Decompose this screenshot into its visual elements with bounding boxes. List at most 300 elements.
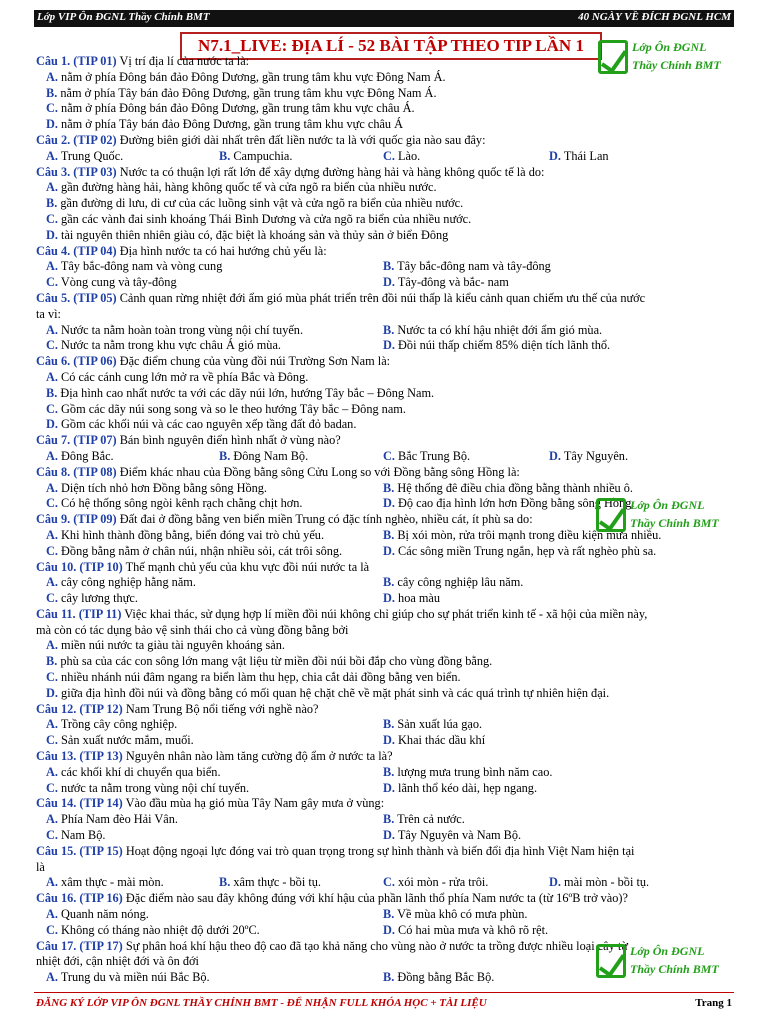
question-number: Câu 6. (TIP 06) <box>36 354 117 369</box>
answer-option <box>383 875 488 891</box>
option-text: Nam Bộ. <box>57 828 106 843</box>
option-letter: A. <box>46 812 58 827</box>
option-text: xói mòn - rửa trôi. <box>394 875 489 890</box>
logo-mark-icon <box>596 944 626 978</box>
question-text: Thế mạnh chủ yếu của khu vực đồi núi nước ta là <box>122 559 370 574</box>
answer-option <box>46 323 303 339</box>
option-text: tài nguyên thiên nhiên giàu có, đặc biệt là khoáng sản và thủy sản ở biển Đông <box>57 227 449 242</box>
answer-option <box>46 907 149 923</box>
question-text: Nam Trung Bộ nổi tiếng với nghề nào? <box>122 701 319 716</box>
header-left: Lớp VIP Ôn ĐGNL Thầy Chính BMT <box>37 11 210 23</box>
question-text: Đặc điểm chung của vùng đồi núi Trường Sơn Nam là: <box>116 354 391 369</box>
answer-option <box>46 575 196 591</box>
option-text: phù sa của các con sông lớn mang vật liệu từ miền đồi núi bồi đắp cho vùng đồng bằng. <box>57 654 493 669</box>
option-letter: D. <box>383 828 395 843</box>
answer-option <box>383 575 523 591</box>
option-letter: C. <box>46 780 58 795</box>
answer-row <box>36 338 736 354</box>
answer-option <box>383 338 610 354</box>
answer-option <box>46 591 138 607</box>
answer-option <box>46 765 221 781</box>
question-number: Câu 11. (TIP 11) <box>36 606 122 621</box>
answer-option <box>46 275 177 291</box>
option-letter: C. <box>46 101 58 116</box>
option-letter: D. <box>383 543 395 558</box>
answer-option <box>46 370 308 386</box>
question-number: Câu 12. (TIP 12) <box>36 701 123 716</box>
option-text: cây lương thực. <box>57 591 138 606</box>
answer-row <box>36 670 736 686</box>
question-text: là <box>36 859 45 874</box>
answer-row <box>36 717 736 733</box>
option-text: Lào. <box>394 148 421 163</box>
option-text: Tây-đông và bắc- nam <box>394 275 509 290</box>
option-letter: B. <box>383 322 395 337</box>
answer-option <box>383 481 633 497</box>
answer-option <box>46 496 303 512</box>
option-letter: A. <box>46 448 58 463</box>
option-text: Khai thác dầu khí <box>394 733 486 748</box>
option-text: Đông Nam Bộ. <box>230 448 309 463</box>
option-text: Có các cánh cung lớn mở ra về phía Bắc và Đông. <box>57 369 309 384</box>
option-letter: B. <box>219 875 231 890</box>
answer-row <box>36 117 736 133</box>
option-letter: C. <box>46 275 58 290</box>
option-letter: D. <box>46 117 58 132</box>
option-text: Có hai mùa mưa và khô rõ rệt. <box>394 922 549 937</box>
question-text: Đường biên giới dài nhất trên đất liền nước ta là với quốc gia nào sau đây: <box>116 132 486 147</box>
option-text: gần đường hàng hải, hàng không quốc tế và cửa ngõ ra biển của nhiều nước. <box>57 180 437 195</box>
answer-row <box>36 323 736 339</box>
option-letter: A. <box>46 259 58 274</box>
option-text: nằm ở phía Đông bán đảo Đông Dương, gần trung tâm khu vực Đông Nam Á. <box>57 69 446 84</box>
option-letter: B. <box>383 480 395 495</box>
option-letter: D. <box>549 875 561 890</box>
option-text: Quanh năm nóng. <box>57 907 149 922</box>
option-text: Độ cao địa hình lớn hơn Đồng bằng sông Hồng. <box>394 496 635 511</box>
option-text: Sản xuất lúa gạo. <box>394 717 483 732</box>
question-number: Câu 1. (TIP 01) <box>36 54 117 68</box>
answer-option <box>46 875 164 891</box>
option-letter: B. <box>219 148 231 163</box>
answer-row <box>36 180 736 196</box>
answer-option <box>46 212 471 228</box>
answer-option <box>549 449 628 465</box>
answer-row <box>36 275 736 291</box>
option-letter: D. <box>383 780 395 795</box>
question-row <box>36 354 736 370</box>
option-letter: B. <box>46 654 58 669</box>
option-text: Hệ thống đê điều chia đồng bằng thành nhiều ô. <box>394 480 633 495</box>
option-text: Các sông miền Trung ngắn, hẹp và rất nghèo phù sa. <box>394 543 657 558</box>
option-text: gần các vành đai sinh khoáng Thái Bình Dương và cửa ngõ ra biển của nhiều nước. <box>57 211 472 226</box>
answer-option <box>46 812 178 828</box>
option-text: Bắc Trung Bộ. <box>394 448 471 463</box>
option-letter: B. <box>383 907 395 922</box>
question-text: Đặc điểm nào sau đây không đúng với khí hậu của phần lãnh thổ phía Nam nước ta (từ 16ºB trở vào)? <box>122 891 628 906</box>
option-text: nằm ở phía Tây bán đảo Đông Dương, gần trung tâm khu vực châu Á <box>57 117 404 132</box>
answer-option <box>383 275 509 291</box>
question-row <box>36 433 736 449</box>
question-row <box>36 133 736 149</box>
answer-option <box>46 733 194 749</box>
logo-line2: Thầy Chính BMT <box>630 516 719 530</box>
question-row <box>36 844 736 860</box>
option-text: xâm thực - mài mòn. <box>57 875 164 890</box>
option-letter: B. <box>46 385 58 400</box>
option-text: Gồm các dãy núi song song và so le theo hướng Tây bắc – Đông nam. <box>57 401 406 416</box>
answer-option <box>46 970 210 986</box>
question-text: Việc khai thác, sử dụng hợp lí miền đồi núi không chỉ giúp cho sự phát triển kinh tế - xã hội của miền này, <box>121 606 648 621</box>
option-text: Trồng cây công nghiệp. <box>57 717 178 732</box>
question-text: Vị trí địa lí của nước ta là: <box>116 54 250 68</box>
option-text: Khi hình thành đồng bằng, biển đóng vai trò chủ yếu. <box>57 527 325 542</box>
answer-row <box>36 575 736 591</box>
question-text: Vào đầu mùa hạ gió mùa Tây Nam gây mưa ở vùng: <box>122 796 385 811</box>
question-continuation <box>36 307 736 323</box>
option-letter: C. <box>46 496 58 511</box>
question-text: Bán bình nguyên điển hình nhất ở vùng nào? <box>116 433 341 448</box>
option-text: Đồi núi thấp chiếm 85% diện tích lãnh thổ. <box>394 338 611 353</box>
answer-row <box>36 149 736 165</box>
option-text: Campuchia. <box>230 148 293 163</box>
watermark-logo <box>596 942 736 984</box>
answer-option <box>219 149 292 165</box>
question-text: Điểm khác nhau của Đồng bằng sông Cửu Long so với Đồng bằng sông Hồng là: <box>116 464 520 479</box>
option-letter: D. <box>383 922 395 937</box>
page-footer <box>34 992 734 1013</box>
question-continuation <box>36 623 736 639</box>
question-row <box>36 891 736 907</box>
question-number: Câu 15. (TIP 15) <box>36 843 123 858</box>
option-letter: C. <box>383 148 395 163</box>
page-number: Trang 1 <box>695 997 732 1009</box>
option-letter: B. <box>46 196 58 211</box>
answer-row <box>36 259 736 275</box>
answer-row <box>36 733 736 749</box>
answer-option <box>383 544 656 560</box>
option-text: Địa hình cao nhất nước ta với các dãy núi lớn, hướng Tây bắc – Đông Nam. <box>57 385 435 400</box>
option-letter: A. <box>46 575 58 590</box>
document-title: N7.1_LIVE: ĐỊA LÍ - 52 BÀI TẬP THEO TIP LẦN 1 <box>180 32 602 60</box>
answer-option <box>383 970 494 986</box>
answer-row <box>36 828 736 844</box>
answer-row <box>36 417 736 433</box>
option-text: nằm ở phía Tây bán đảo Đông Dương, gần trung tâm khu vực Đông Nam Á. <box>57 85 437 100</box>
option-text: nằm ở phía Đông bán đảo Đông Dương, gần trung tâm khu vực châu Á. <box>57 101 415 116</box>
option-text: Gồm các khối núi và các cao nguyên xếp tầng đất đỏ badan. <box>57 417 357 432</box>
answer-option <box>383 717 482 733</box>
answer-row <box>36 402 736 418</box>
answer-option <box>46 117 403 133</box>
question-text: Cảnh quan rừng nhiệt đới ẩm gió mùa phát triển trên đồi núi thấp là kiểu cảnh quan chiếm ưu thế của nước <box>116 290 646 305</box>
answer-row <box>36 812 736 828</box>
answer-option <box>46 923 260 939</box>
question-row <box>36 244 736 260</box>
logo-line1: Lớp Ôn ĐGNL <box>632 40 707 54</box>
answer-option <box>46 402 406 418</box>
question-row <box>36 465 736 481</box>
option-letter: D. <box>383 275 395 290</box>
answer-row <box>36 591 736 607</box>
answer-option <box>383 765 552 781</box>
question-row <box>36 749 736 765</box>
answer-option <box>383 907 527 923</box>
option-text: cây công nghiệp lâu năm. <box>394 575 524 590</box>
answer-option <box>219 449 308 465</box>
question-text: Đất đai ở đồng bằng ven biển miền Trung có đặc tính nghèo, nhiều cát, ít phù sa do: <box>116 512 533 527</box>
option-letter: B. <box>46 85 58 100</box>
option-text: miền núi nước ta giàu tài nguyên khoáng sản. <box>57 638 285 653</box>
question-number: Câu 9. (TIP 09) <box>36 512 117 527</box>
option-letter: A. <box>46 875 58 890</box>
option-letter: A. <box>46 717 58 732</box>
answer-option <box>46 686 609 702</box>
option-text: Đồng bằng Bắc Bộ. <box>394 970 495 985</box>
option-letter: A. <box>46 148 58 163</box>
option-letter: C. <box>383 448 395 463</box>
answer-option <box>219 875 321 891</box>
answer-option <box>549 875 649 891</box>
answer-option <box>383 259 551 275</box>
question-number: Câu 3. (TIP 03) <box>36 164 117 179</box>
option-letter: B. <box>219 448 231 463</box>
question-text: Nước ta có thuận lợi rất lớn để xây dựng đường hàng hải và hàng không quốc tế là do: <box>116 164 545 179</box>
answer-row <box>36 101 736 117</box>
option-letter: C. <box>46 591 58 606</box>
answer-option <box>46 717 177 733</box>
answer-option <box>46 196 463 212</box>
option-letter: D. <box>383 733 395 748</box>
answer-option <box>46 180 437 196</box>
option-letter: C. <box>46 338 58 353</box>
option-letter: B. <box>383 812 395 827</box>
answer-option <box>46 449 114 465</box>
option-text: Tây bắc-đông nam và vòng cung <box>57 259 223 274</box>
question-number: Câu 4. (TIP 04) <box>36 243 117 258</box>
option-text: Trung Quốc. <box>57 148 124 163</box>
option-text: Đồng bằng nằm ở chân núi, nhận nhiều sỏi, cát trôi sông. <box>57 543 343 558</box>
option-letter: B. <box>383 970 395 985</box>
question-number: Câu 7. (TIP 07) <box>36 433 117 448</box>
answer-row <box>36 449 736 465</box>
option-text: lãnh thổ kéo dài, hẹp ngang. <box>394 780 538 795</box>
answer-row <box>36 638 736 654</box>
answer-option <box>383 323 602 339</box>
question-row <box>36 607 736 623</box>
answer-row <box>36 654 736 670</box>
logo-line1: Lớp Ôn ĐGNL <box>630 944 705 958</box>
answer-option <box>383 591 440 607</box>
question-row <box>36 702 736 718</box>
option-text: giữa địa hình đồi núi và đồng bằng có mối quan hệ chặt chẽ về mặt phát sinh và các quá trình tự nhiên hiện đại. <box>57 685 610 700</box>
option-letter: C. <box>46 828 58 843</box>
answer-option <box>46 544 342 560</box>
option-letter: A. <box>46 970 58 985</box>
answer-option <box>46 149 123 165</box>
answer-row <box>36 196 736 212</box>
question-row <box>36 54 736 70</box>
option-text: xâm thực - bồi tụ. <box>230 875 321 890</box>
question-continuation <box>36 860 736 876</box>
answer-option <box>383 812 465 828</box>
answer-option <box>383 449 470 465</box>
answer-option <box>46 654 492 670</box>
answer-row <box>36 781 736 797</box>
footer-left: ĐĂNG KÝ LỚP VIP ÔN ĐGNL THẦY CHÍNH BMT - ĐỂ NHẬN FULL KHÓA HỌC + TÀI LIỆU <box>36 997 487 1009</box>
answer-option <box>383 923 548 939</box>
option-text: nước ta nằm trong vùng nội chí tuyến. <box>57 780 250 795</box>
answer-option <box>383 781 537 797</box>
question-number: Câu 2. (TIP 02) <box>36 132 117 147</box>
option-letter: B. <box>383 575 395 590</box>
answer-option <box>46 670 461 686</box>
option-letter: C. <box>46 922 58 937</box>
question-row <box>36 291 736 307</box>
answer-row <box>36 212 736 228</box>
option-letter: A. <box>46 480 58 495</box>
question-number: Câu 17. (TIP 17) <box>36 938 123 953</box>
option-text: Nước ta có khí hậu nhiệt đới ẩm gió mùa. <box>394 322 603 337</box>
question-text: Nguyên nhân nào làm tăng cường độ ẩm ở nước ta là? <box>122 749 393 764</box>
option-letter: D. <box>383 338 395 353</box>
option-text: Phía Nam đèo Hải Vân. <box>57 812 178 827</box>
answer-option <box>383 149 420 165</box>
answer-row <box>36 907 736 923</box>
option-text: lượng mưa trung bình năm cao. <box>394 764 553 779</box>
question-number: Câu 14. (TIP 14) <box>36 796 123 811</box>
option-letter: D. <box>46 417 58 432</box>
option-letter: D. <box>383 591 395 606</box>
answer-row <box>36 70 736 86</box>
answer-option <box>549 149 609 165</box>
answer-row <box>36 544 736 560</box>
option-letter: A. <box>46 322 58 337</box>
option-text: Tây Nguyên. <box>560 448 629 463</box>
answer-row <box>36 370 736 386</box>
question-text: ta vì: <box>36 306 61 321</box>
answer-option <box>46 481 267 497</box>
answer-option <box>46 70 446 86</box>
option-text: Trung du và miền núi Bắc Bộ. <box>57 970 210 985</box>
question-text: Sự phân hoá khí hậu theo độ cao đã tạo khả năng cho vùng nào ở nước ta trồng được nhiều loại cây từ <box>122 938 628 953</box>
option-letter: D. <box>549 448 561 463</box>
option-letter: A. <box>46 180 58 195</box>
option-letter: B. <box>383 259 395 274</box>
logo-line2: Thầy Chính BMT <box>630 962 719 976</box>
question-text: Địa hình nước ta có hai hướng chủ yếu là: <box>116 243 327 258</box>
option-text: nhiều nhánh núi đâm ngang ra biển làm thu hẹp, chia cắt dải đồng bằng ven biển. <box>57 670 461 685</box>
question-number: Câu 16. (TIP 16) <box>36 891 123 906</box>
answer-row <box>36 686 736 702</box>
option-text: gần đường di lưu, di cư của các luồng sinh vật và cửa ngõ ra biển của nhiều nước. <box>57 196 464 211</box>
question-row <box>36 165 736 181</box>
answer-option <box>46 528 324 544</box>
option-text: Không có tháng nào nhiệt độ dưới 20ºC. <box>57 922 260 937</box>
answer-row <box>36 875 736 891</box>
option-letter: C. <box>46 543 58 558</box>
question-text: Hoạt động ngoại lực đóng vai trò quan trọng trong sự hình thành và biến đổi địa hình Việt Nam hiện tại <box>122 843 635 858</box>
answer-option <box>46 828 105 844</box>
option-letter: A. <box>46 638 58 653</box>
option-text: Đông Bắc. <box>57 448 114 463</box>
option-text: Có hệ thống sông ngòi kênh rạch chằng chịt hơn. <box>57 496 303 511</box>
option-text: các khối khí di chuyển qua biển. <box>57 764 221 779</box>
option-letter: C. <box>383 875 395 890</box>
option-text: Nước ta nằm hoàn toàn trong vùng nội chí tuyến. <box>57 322 304 337</box>
option-text: Tây Nguyên và Nam Bộ. <box>394 828 522 843</box>
option-letter: B. <box>383 527 395 542</box>
option-letter: A. <box>46 907 58 922</box>
option-letter: C. <box>46 670 58 685</box>
question-number: Câu 10. (TIP 10) <box>36 559 123 574</box>
option-text: Sản xuất nước mắm, muối. <box>57 733 194 748</box>
answer-option <box>383 828 521 844</box>
question-row <box>36 796 736 812</box>
option-text: Vòng cung và tây-đông <box>57 275 177 290</box>
option-text: Về mùa khô có mưa phùn. <box>394 907 528 922</box>
option-text: Diện tích nhỏ hơn Đồng bằng sông Hồng. <box>57 480 268 495</box>
question-number: Câu 8. (TIP 08) <box>36 464 117 479</box>
logo-line2: Thầy Chính BMT <box>632 58 721 72</box>
answer-option <box>46 638 285 654</box>
question-text: nhiệt đới, cận nhiệt đới và ôn đới <box>36 954 199 969</box>
answer-option <box>383 733 485 749</box>
option-letter: D. <box>46 685 58 700</box>
option-text: Bị xói mòn, rửa trôi mạnh trong điều kiện mưa nhiều. <box>394 527 662 542</box>
question-text: mà còn có tác dụng bảo vệ sinh thái cho cả vùng đồng bằng bởi <box>36 622 349 637</box>
option-letter: C. <box>46 211 58 226</box>
option-letter: B. <box>383 764 395 779</box>
logo-mark-icon <box>596 498 626 532</box>
option-text: Tây bắc-đông nam và tây-đông <box>394 259 551 274</box>
answer-option <box>46 228 448 244</box>
answer-option <box>46 338 281 354</box>
option-text: mài mòn - bồi tụ. <box>560 875 650 890</box>
option-letter: D. <box>383 496 395 511</box>
option-letter: C. <box>46 733 58 748</box>
option-letter: D. <box>46 227 58 242</box>
answer-row <box>36 386 736 402</box>
option-letter: A. <box>46 764 58 779</box>
option-text: cây công nghiệp hằng năm. <box>57 575 196 590</box>
answer-row <box>36 481 736 497</box>
page-header <box>34 10 734 27</box>
answer-row <box>36 86 736 102</box>
answer-option <box>46 386 434 402</box>
header-right: 40 NGÀY VỀ ĐÍCH ĐGNL HCM <box>578 11 731 23</box>
option-letter: A. <box>46 369 58 384</box>
option-text: Thái Lan <box>560 148 609 163</box>
answer-option <box>46 781 249 797</box>
watermark-logo <box>596 496 736 538</box>
option-text: hoa màu <box>394 591 441 606</box>
question-number: Câu 5. (TIP 05) <box>36 290 117 305</box>
option-text: Nước ta nằm trong khu vực châu Á gió mùa. <box>57 338 281 353</box>
question-number: Câu 13. (TIP 13) <box>36 749 123 764</box>
answer-option <box>46 259 222 275</box>
answer-option <box>46 417 356 433</box>
logo-line1: Lớp Ôn ĐGNL <box>630 498 705 512</box>
answer-row <box>36 923 736 939</box>
option-letter: A. <box>46 527 58 542</box>
answer-row <box>36 228 736 244</box>
answer-option <box>46 86 437 102</box>
option-letter: B. <box>383 717 395 732</box>
answer-option <box>46 101 415 117</box>
option-text: Trên cả nước. <box>394 812 465 827</box>
answer-row <box>36 765 736 781</box>
